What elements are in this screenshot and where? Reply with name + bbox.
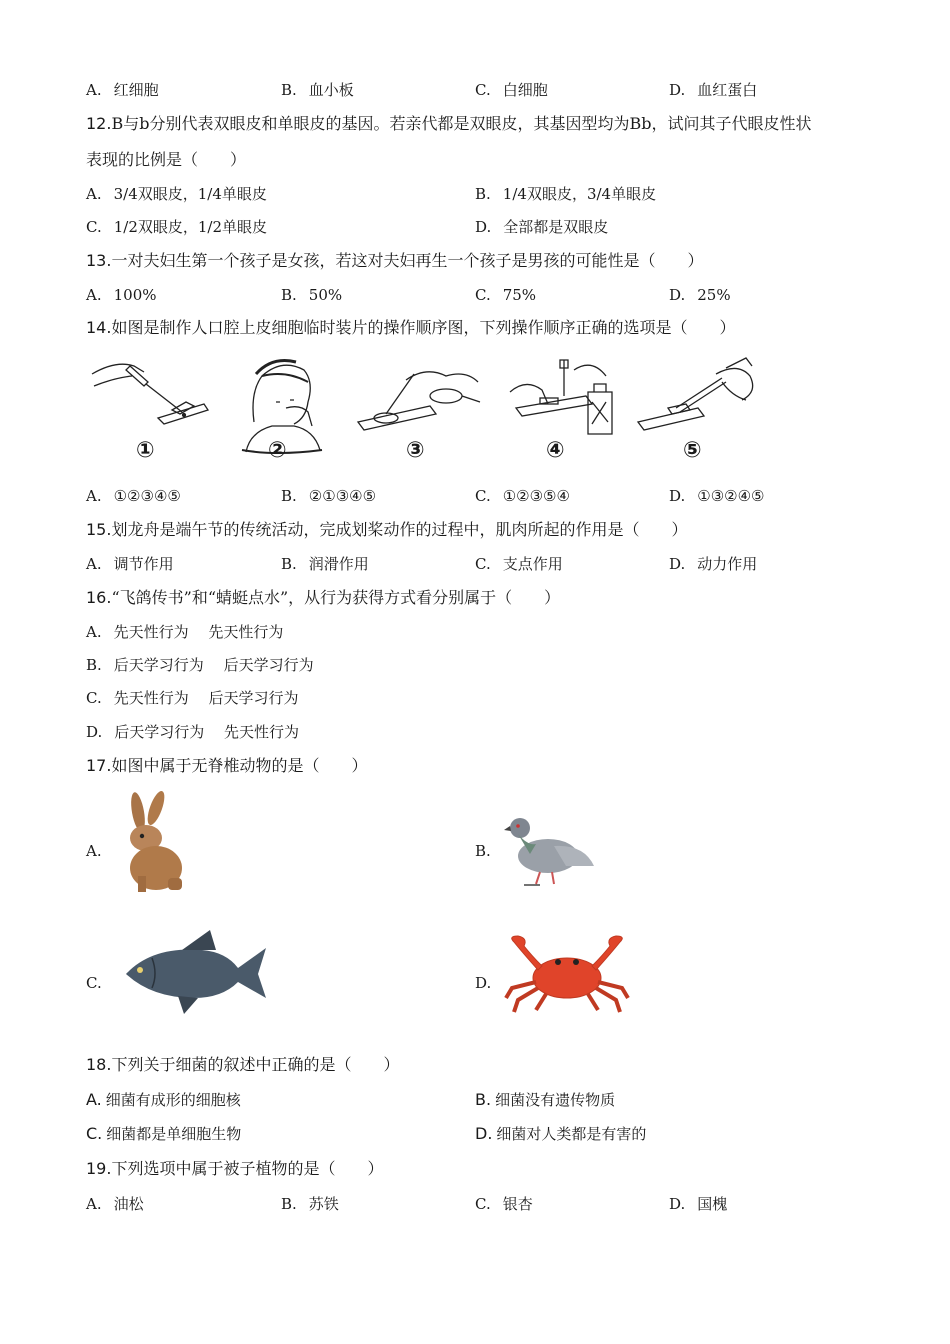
q13-option-c: C. 75% [475,286,537,304]
q17-option-d-label: D. [475,974,492,992]
q16-stem: 16.“飞鸽传书”和“蜻蜓点水”，从行为获得方式看分别属于（ ） [86,588,561,607]
q19-option-c: C. 银杏 [475,1195,533,1213]
q13-stem: 13.一对夫妇生第一个孩子是女孩，若这对夫妇再生一个孩子是男孩的可能性是（ ） [86,251,704,270]
q19-option-d: D. 国槐 [669,1195,728,1213]
q17-option-b-label: B. [475,842,491,860]
q12-option-d: D. 全部都是双眼皮 [475,218,609,236]
q18-option-a: A. 细菌有成形的细胞核 [86,1090,241,1109]
q16-option-c: C. 先天性行为 后天学习行为 [86,689,299,707]
q12-option-b: B. 1/4双眼皮，3/4单眼皮 [475,185,657,203]
q11-option-d: D. 血红蛋白 [669,81,758,99]
q12-option-c: C. 1/2双眼皮，1/2单眼皮 [86,218,268,236]
q16-option-a: A. 先天性行为 先天性行为 [86,623,284,641]
q17-stem: 17.如图中属于无脊椎动物的是（ ） [86,756,368,775]
q19-option-a: A. 油松 [86,1195,144,1213]
pigeon-icon [504,810,596,890]
step-label-4: ④ [546,438,565,463]
q12-option-a: A. 3/4双眼皮，1/4单眼皮 [86,185,267,203]
q19-stem: 19.下列选项中属于被子植物的是（ ） [86,1159,384,1178]
rabbit-icon [108,790,198,894]
q18-option-c: C. 细菌都是单细胞生物 [86,1124,242,1143]
q18-option-d: D. 细菌对人类都是有害的 [475,1124,647,1143]
q12-stem-cont: 表现的比例是（ ） [86,150,247,169]
q14-procedure-figure [86,352,766,472]
q18-option-b: B. 细菌没有遗传物质 [475,1090,616,1109]
q12-stem: 12.B与b分别代表双眼皮和单眼皮的基因。若亲代都是双眼皮，其基因型均为Bb，试问其子代眼皮性状 [86,114,812,133]
q13-option-d: D. 25% [669,286,731,304]
q11-option-c: C. 白细胞 [475,81,548,99]
q14-option-b: B. ②①③④⑤ [281,487,377,505]
fish-icon [122,928,268,1016]
step-label-2: ② [268,438,287,463]
q13-option-b: B. 50% [281,286,343,304]
q14-option-a: A. ①②③④⑤ [86,487,181,505]
crab-icon [502,932,632,1016]
q14-option-d: D. ①③②④⑤ [669,487,765,505]
q15-option-b: B. 润滑作用 [281,555,369,573]
q14-stem: 14.如图是制作人口腔上皮细胞临时装片的操作顺序图，下列操作顺序正确的选项是（ ） [86,318,736,337]
q11-option-b: B. 血小板 [281,81,354,99]
step-label-5: ⑤ [683,438,702,463]
q19-option-b: B. 苏铁 [281,1195,339,1213]
q17-option-c-label: C. [86,974,102,992]
q17-option-a-label: A. [86,842,102,860]
q15-option-a: A. 调节作用 [86,555,174,573]
q11-option-a: A. 红细胞 [86,81,159,99]
step3-spread-icon [358,372,480,430]
q15-stem: 15.划龙舟是端午节的传统活动，完成划桨动作的过程中，肌肉所起的作用是（ ） [86,520,688,539]
q14-option-c: C. ①②③⑤④ [475,487,570,505]
q16-option-b: B. 后天学习行为 后天学习行为 [86,656,314,674]
step-label-3: ③ [406,438,425,463]
q18-stem: 18.下列关于细菌的叙述中正确的是（ ） [86,1055,400,1074]
q15-option-c: C. 支点作用 [475,555,563,573]
step1-dropper-icon [92,364,208,424]
q13-option-a: A. 100% [86,286,157,304]
q16-option-d: D. 后天学习行为 先天性行为 [86,723,300,741]
step-label-1: ① [136,438,155,463]
step4-stain-icon [510,360,612,434]
step5-coverslip-icon [638,358,753,430]
q15-option-d: D. 动力作用 [669,555,758,573]
